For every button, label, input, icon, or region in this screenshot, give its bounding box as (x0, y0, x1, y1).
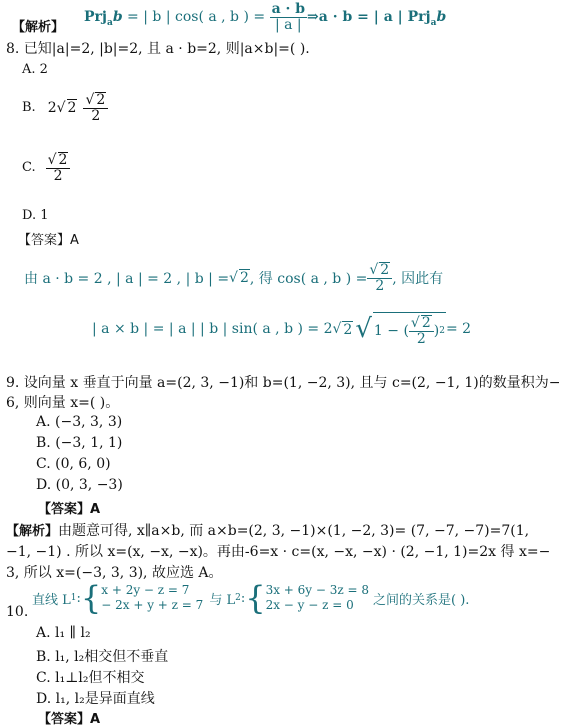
prj-implication: ⇒a · b = | a | Prj (307, 9, 431, 26)
q10-tail: 之间的关系是( ). (373, 592, 470, 608)
q10-sys2-row1: 3x + 6y − 3z = 8 (265, 583, 370, 597)
prj-subscript: a (106, 17, 113, 28)
q9-stem-line-2: 6, 则向量 x=( )。 (6, 395, 120, 411)
q8-option-b: B. 2√ 2 $\frac{√ 2}{2}$ (22, 92, 108, 123)
q10-sys1-row1: x + 2y − z = 7 (101, 583, 190, 597)
q8-stem: 8. 已知|a|=2, |b|=2, 且 a · b=2, 则|a×b|=( ). (6, 41, 310, 57)
q8-sol2-rad: 2 (343, 321, 353, 338)
q10-l1-sub: 1 (70, 593, 77, 603)
top-formula (84, 2, 446, 32)
q8-option-b-rad: 2 (67, 100, 77, 117)
q8-option-b-coef: 2 (47, 100, 57, 117)
q8-sol1-part-b: , 得 cos( a , b ) = (249, 270, 368, 287)
q9-option-a: A. (−3, 3, 3) (36, 414, 123, 430)
q9-option-d: D. (0, 3, −3) (36, 477, 123, 493)
q8-answer: 【答案】A (18, 233, 79, 248)
q8-sol2-inner-fraction: $\frac{√ 2}{2}$ (409, 315, 434, 346)
q10-option-b: B. l₁, l₂相交但不垂直 (36, 649, 169, 665)
q8-option-c-frac-num: 2 (58, 152, 68, 168)
q8-solution-line-2: | a × b | = | a | | b | sin( a , b ) = 2 √ 2 √ 1 − ( $\frac{√ 2}{2}$ ) 2 = 2 (92, 312, 471, 346)
prj-symbol: Prj (84, 9, 107, 26)
q8-option-c-fraction: $\frac{√ 2}{2}$ (46, 152, 71, 183)
q8-sol1-fraction: $\frac{√ 2}{2}$ (367, 262, 392, 293)
q8-option-d: D. 1 (22, 208, 49, 223)
q8-sol1-part-a: 由 a · b = 2 , | a | = 2 , | b | = (24, 270, 230, 287)
q9-analysis-line-3: 3, 所以 x=(−3, 3, 3), 故应选 A。 (6, 565, 223, 581)
q9-option-c: C. (0, 6, 0) (36, 456, 111, 472)
q9-answer: 【答案】A (38, 502, 101, 517)
q9-stem-line-1: 9. 设向量 x 垂直于向量 a=(2, 3, −1)和 b=(1, −2, 3), 且与 c=(2, −1, 1)的数量积为− (6, 375, 561, 391)
q10-sys2-row2: 2x − y − z = 0 (265, 598, 354, 612)
prj-fraction-num: a · b (271, 1, 306, 17)
q8-sol2-sup: 2 (439, 325, 445, 336)
q10-number: 10. (6, 604, 29, 620)
q8-sol2-big-root (373, 312, 446, 346)
q8-sol2-part-a: | a × b | = | a | | b | sin( a , b ) = 2 (92, 321, 333, 338)
q10-system-2 (266, 583, 369, 613)
q8-option-b-label: B. (22, 100, 36, 116)
prj-end: b (436, 9, 447, 26)
q10-with-l2: 与 L (209, 592, 236, 608)
prj-equation-part: = | b | cos( a , b ) = (122, 9, 270, 26)
q8-solution-line-1: 由 a · b = 2 , | a | = 2 , | b | = √ 2 , 得 cos( a , b ) = $\frac{√ 2}{2}$ , 因此有 (24, 262, 444, 294)
q8-sol1-part-c: , 因此有 (392, 270, 444, 287)
q10-line-l1-label: 直线 L (32, 592, 71, 608)
q10-colon: : (76, 590, 81, 606)
q8-option-c-frac-den: 2 (53, 167, 63, 184)
q9-analysis-text-1: 由题意可得, x∥a×b, 而 a×b=(2, 3, −1)×(1, −2, 3)= (7, −7, −7)=7(1, (58, 523, 530, 539)
top-analysis-label: 【解析】 (12, 20, 65, 35)
q8-sol1-frac-num: 2 (380, 262, 390, 278)
q10-answer: 【答案】A (38, 712, 101, 727)
prj-fraction-den: | a | (274, 16, 302, 33)
prj-fraction (270, 2, 307, 32)
q10-option-a: A. l₁ ∥ l₂ (36, 625, 91, 641)
q9-analysis-line-1 (6, 520, 529, 540)
q10-l2-sub: 2 (235, 593, 241, 603)
q10-option-c: C. l₁⊥l₂但不相交 (36, 670, 145, 686)
q8-sol1-frac-den: 2 (375, 277, 385, 294)
q9-analysis-line-2: −1, −1) . 所以 x=(x, −x, −x)。再由-6=x · c=(x, −x, −x) · (2, −1, 1)=2x 得 x=− (6, 544, 551, 560)
prj-vector-b: b (112, 9, 123, 26)
q8-option-c-label: C. (22, 160, 36, 176)
q8-option-c (22, 152, 70, 183)
q8-option-a: A. 2 (22, 62, 48, 77)
q8-option-b-frac-den: 2 (91, 107, 101, 124)
prj-subscript-2: a (430, 17, 437, 28)
q8-sol2-inner-num: 2 (421, 315, 431, 331)
q8-sol1-rad: 2 (239, 270, 249, 287)
q8-sol2-end: = 2 (445, 321, 472, 338)
q10-option-d: D. l₁, l₂是异面直线 (36, 691, 155, 707)
q8-option-b-fraction: $\frac{√ 2}{2}$ (83, 92, 108, 123)
q10-line-relation: 直线 L 1 : { x + 2y − z = 7 − 2x + y + z = 7 与 L 2 : { 3x + 6y − 3z = 8 2x − y − z = 0 之间的关系是( ). (32, 579, 470, 617)
q10-system-1 (101, 583, 203, 613)
q9-analysis-label: 【解析】 (6, 524, 59, 539)
q8-option-b-frac-num: 2 (96, 92, 106, 108)
q8-sol2-inner-den: 2 (416, 330, 426, 347)
q8-sol2-inner-b: ) (433, 322, 440, 339)
q10-sys1-row2: − 2x + y + z = 7 (101, 598, 204, 612)
q9-option-b: B. (−3, 1, 1) (36, 435, 123, 451)
q8-sol2-inner-a: 1 − ( (373, 322, 409, 339)
